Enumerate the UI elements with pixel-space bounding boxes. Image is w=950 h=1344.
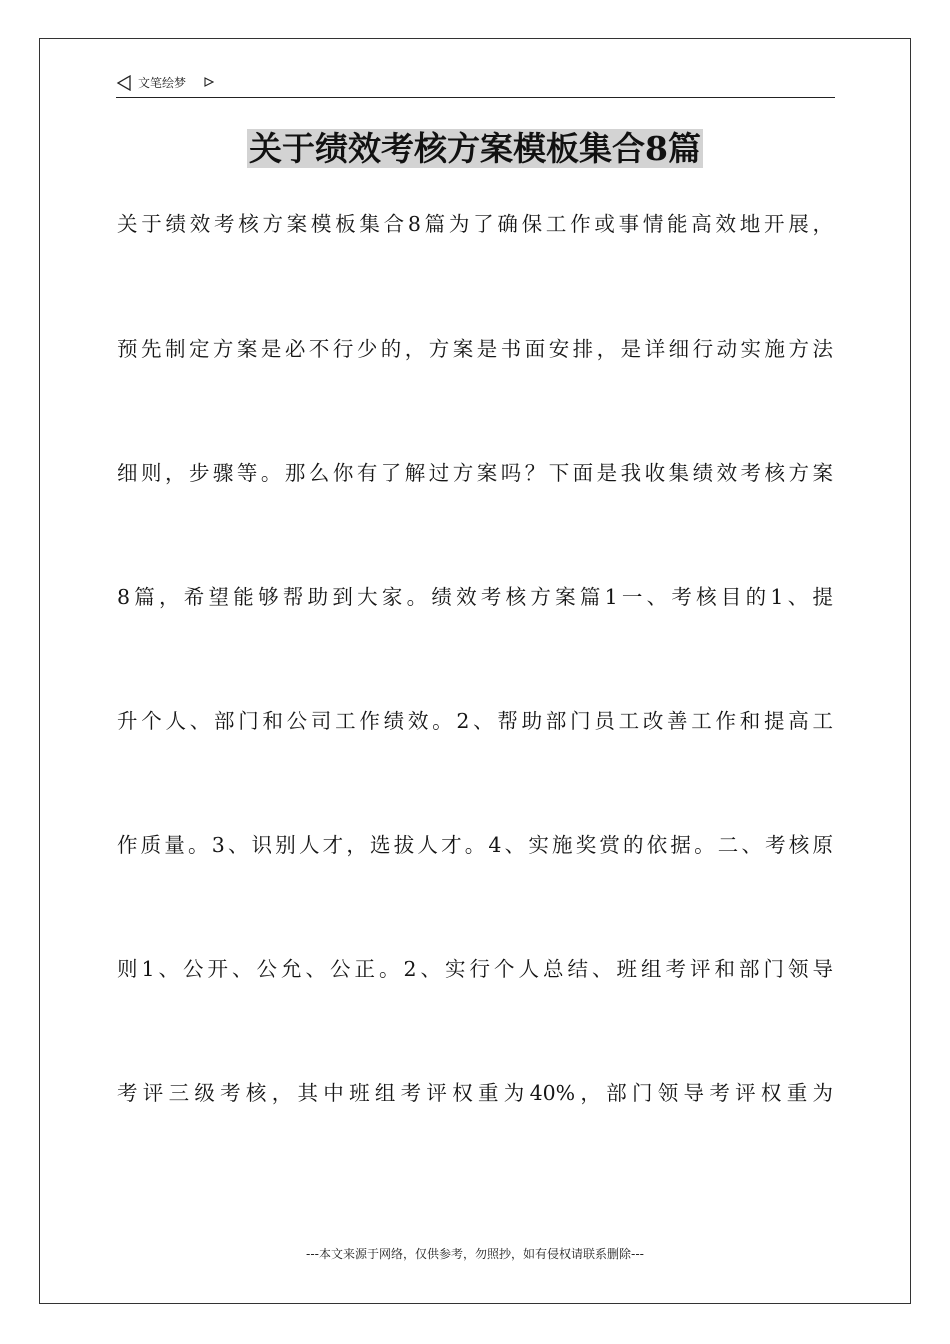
paragraph-line-5: 升个人、部门和公司工作绩效。2、帮助部门员工改善工作和提高工 [117,709,833,733]
footer-disclaimer: ---本文来源于网络，仅供参考，勿照抄，如有侵权请联系删除--- [306,1247,644,1261]
paragraph-line-8: 考评三级考核，其中班组考评权重为40%，部门领导考评权重为 [117,1081,833,1105]
paragraph-line-4: 8篇，希望能够帮助到大家。绩效考核方案篇1一、考核目的1、提 [117,585,833,609]
paragraph-line-6: 作质量。3、识别人才，选拔人才。4、实施奖赏的依据。二、考核原 [117,833,833,857]
page-header [116,74,835,98]
triangle-right-icon [204,77,214,87]
document-title-text: 关于绩效考核方案模板集合8篇 [249,129,701,168]
header-label: 文笔绘梦 [138,76,187,90]
paragraph-line-2: 预先制定方案是必不行少的，方案是书面安排，是详细行动实施方法 [117,337,833,361]
document-title [0,128,950,170]
paragraph-line-1: 关于绩效考核方案模板集合8篇为了确保工作或事情能高效地开展， [117,212,833,236]
triangle-left-icon [116,75,132,91]
paragraph-line-7: 则1、公开、公允、公正。2、实行个人总结、班组考评和部门领导 [117,957,833,981]
paragraph-line-3: 细则，步骤等。那么你有了解过方案吗？下面是我收集绩效考核方案 [117,461,833,485]
